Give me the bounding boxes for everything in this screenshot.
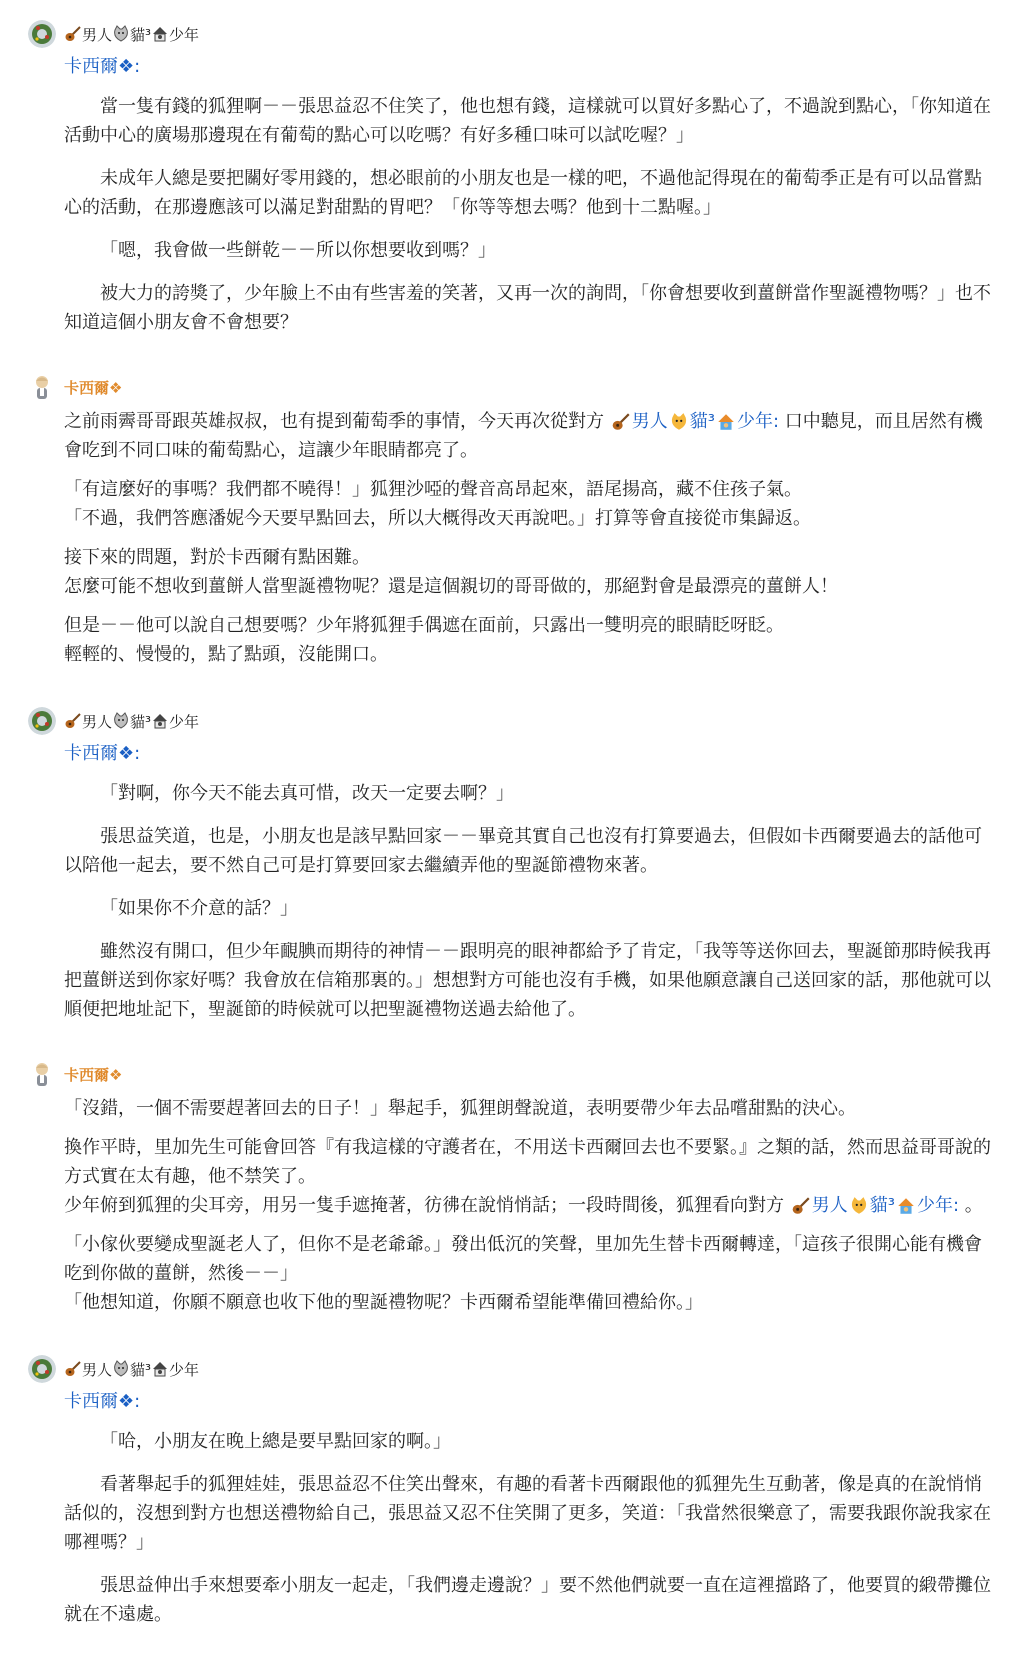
paragraph: 張思益伸出手來想要牽小朋友一起走，「我們邊走邊說？」要不然他們就要一直在這裡擋路了，他要買的緞帶攤位就在不遠處。 (64, 1575, 991, 1625)
mention-link[interactable]: 卡西爾❖: (64, 743, 141, 764)
post-body (64, 407, 994, 669)
guitar-icon (611, 412, 631, 432)
username[interactable]: 卡西爾❖ (64, 1065, 123, 1084)
post (28, 1060, 1007, 1317)
avatar-child[interactable] (28, 1060, 56, 1088)
username-part: 貓³ (130, 1360, 152, 1379)
paragraph: 但是－－他可以說自己想要嗎？少年將狐狸手偶遮在面前，只露出一雙明亮的眼睛眨呀眨。 (64, 615, 784, 636)
cat-icon (112, 25, 130, 43)
cat-icon (669, 412, 689, 432)
paragraph: 「有這麼好的事嗎？我們都不曉得！」狐狸沙啞的聲音高昂起來，語尾揚高，藏不住孩子氣。 (64, 479, 802, 500)
username[interactable]: 卡西爾❖ (64, 378, 123, 397)
username-part: 男人 (82, 25, 113, 44)
cat-icon (112, 712, 130, 730)
paragraph: 「不過，我們答應潘妮今天要早點回去，所以大概得改天再說吧。」打算等會直接從市集歸返。 (64, 508, 811, 529)
guitar-icon (64, 712, 82, 730)
paragraph: 「如果你不介意的話？」 (100, 898, 298, 919)
inline-mention-part: 男人 (631, 411, 668, 432)
inline-mention[interactable] (610, 411, 779, 432)
paragraph: 輕輕的、慢慢的，點了點頭，沒能開口。 (64, 644, 388, 665)
paragraph: 「哈，小朋友在晚上總是要早點回家的啊。」 (100, 1431, 451, 1452)
post-header (28, 1355, 1007, 1383)
post-body (64, 1094, 994, 1317)
guitar-icon (64, 1360, 82, 1378)
avatar-wreath[interactable] (28, 20, 56, 48)
paragraph: 被大力的誇獎了，少年臉上不由有些害羞的笑著，又再一次的詢問，「你會想要收到薑餅當作聖誕禮物嗎？」也不知道這個小朋友會不會想要？ (64, 283, 991, 333)
post-header (28, 1060, 1007, 1088)
username-part: 貓³ (130, 712, 152, 731)
house-icon (151, 712, 169, 730)
inline-mention[interactable] (790, 1195, 959, 1216)
house-icon (151, 1360, 169, 1378)
paragraph: 「對啊，你今天不能去真可惜，改天一定要去啊？」 (100, 783, 514, 804)
post (28, 373, 1007, 669)
paragraph: 張思益笑道，也是，小朋友也是該早點回家－－畢竟其實自己也沒有打算要過去，但假如卡西爾要過去的話他可以陪他一起去，要不然自己可是打算要回家去繼續弄他的聖誕節禮物來著。 (64, 826, 982, 876)
username-part: 少年 (169, 712, 200, 731)
username[interactable] (64, 1359, 199, 1380)
paragraph (64, 407, 994, 465)
username-part: 男人 (82, 712, 113, 731)
paragraph: 未成年人總是要把關好零用錢的，想必眼前的小朋友也是一樣的吧，不過他記得現在的葡萄季正是有可以品嘗點心的活動，在那邊應該可以滿足對甜點的胃吧？「你等等想去嗎？他到十二點喔。」 (64, 168, 982, 218)
username-part: 少年 (169, 25, 200, 44)
username-part: 貓³ (130, 25, 152, 44)
house-icon (151, 25, 169, 43)
paragraph: 換作平時，里加先生可能會回答『有我這樣的守護者在，不用送卡西爾回去也不要緊。』之類的話，然而思益哥哥說的方式實在太有趣，他不禁笑了。 (64, 1137, 991, 1187)
cat-icon (112, 1360, 130, 1378)
inline-mention-part: 男人 (811, 1195, 848, 1216)
username-part: 男人 (82, 1360, 113, 1379)
post (28, 707, 1007, 1024)
avatar-wreath[interactable] (28, 707, 56, 735)
paragraph: 怎麼可能不想收到薑餅人當聖誕禮物呢？還是這個親切的哥哥做的，那絕對會是最漂亮的薑餅人！ (64, 576, 838, 597)
paragraph: 看著舉起手的狐狸娃娃，張思益忍不住笑出聲來，有趣的看著卡西爾跟他的狐狸先生互動著，像是真的在說悄悄話似的，沒想到對方也想送禮物給自己，張思益又忍不住笑開了更多，笑道：「我當然很樂意了，需要我跟你說我家在哪裡嗎？」 (64, 1474, 991, 1553)
inline-mention-part: 少年: (916, 1195, 960, 1216)
cat-icon (849, 1196, 869, 1216)
paragraph-text: 之前雨霽哥哥跟英雄叔叔，也有提到葡萄季的事情，今天再次從對方 (64, 411, 604, 432)
post (28, 1355, 1007, 1629)
inline-mention-part: 少年: (736, 411, 780, 432)
avatar-wreath[interactable] (28, 1355, 56, 1383)
mention-link[interactable]: 卡西爾❖: (64, 1391, 141, 1412)
avatar-child[interactable] (28, 373, 56, 401)
username[interactable] (64, 24, 199, 45)
paragraph (64, 1191, 994, 1220)
post-header (28, 373, 1007, 401)
post-body (64, 1427, 994, 1629)
paragraph: 「小傢伙要變成聖誕老人了，但你不是老爺爺。」發出低沉的笑聲，里加先生替卡西爾轉達，「這孩子很開心能有機會吃到你做的薑餅，然後－－」 (64, 1234, 982, 1284)
paragraph-text: 少年俯到狐狸的尖耳旁，用另一隻手遮掩著，彷彿在說悄悄話；一段時間後，狐狸看向對方 (64, 1195, 784, 1216)
paragraph-text: 口中聽見，而且居然有機會吃到不同口味的葡萄點心，這讓少年眼睛都亮了。 (64, 411, 983, 461)
paragraph: 「他想知道，你願不願意也收下他的聖誕禮物呢？卡西爾希望能準備回禮給你。」 (64, 1292, 703, 1313)
guitar-icon (791, 1196, 811, 1216)
paragraph: 雖然沒有開口，但少年靦腆而期待的神情－－跟明亮的眼神都給予了肯定，「我等等送你回去，聖誕節那時候我再把薑餅送到你家好嗎？我會放在信箱那裏的。」想想對方可能也沒有手機，如果他願意讓自己送回家的話，那他就可以順便把地址記下，聖誕節的時候就可以把聖誕禮物送過去給他了。 (64, 941, 991, 1020)
username[interactable] (64, 711, 199, 732)
mention-link[interactable]: 卡西爾❖: (64, 56, 141, 77)
username-part: 少年 (169, 1360, 200, 1379)
house-icon (896, 1196, 916, 1216)
paragraph: 接下來的問題，對於卡西爾有點困難。 (64, 547, 370, 568)
inline-mention-part: 貓³ (689, 411, 715, 432)
paragraph-text: 。 (964, 1195, 983, 1216)
paragraph: 當一隻有錢的狐狸啊－－張思益忍不住笑了，他也想有錢，這樣就可以買好多點心了，不過說到點心，「你知道在活動中心的廣場那邊現在有葡萄的點心可以吃嗎？有好多種口味可以試吃喔？」 (64, 96, 991, 146)
post-header (28, 20, 1007, 48)
guitar-icon (64, 25, 82, 43)
paragraph: 「嗯，我會做一些餅乾－－所以你想要收到嗎？」 (100, 240, 496, 261)
post (28, 20, 1007, 337)
post-body (64, 92, 994, 337)
post-header (28, 707, 1007, 735)
house-icon (716, 412, 736, 432)
post-body (64, 779, 994, 1024)
paragraph: 「沒錯，一個不需要趕著回去的日子！」舉起手，狐狸朗聲說道，表明要帶少年去品嚐甜點的決心。 (64, 1098, 856, 1119)
inline-mention-part: 貓³ (869, 1195, 895, 1216)
